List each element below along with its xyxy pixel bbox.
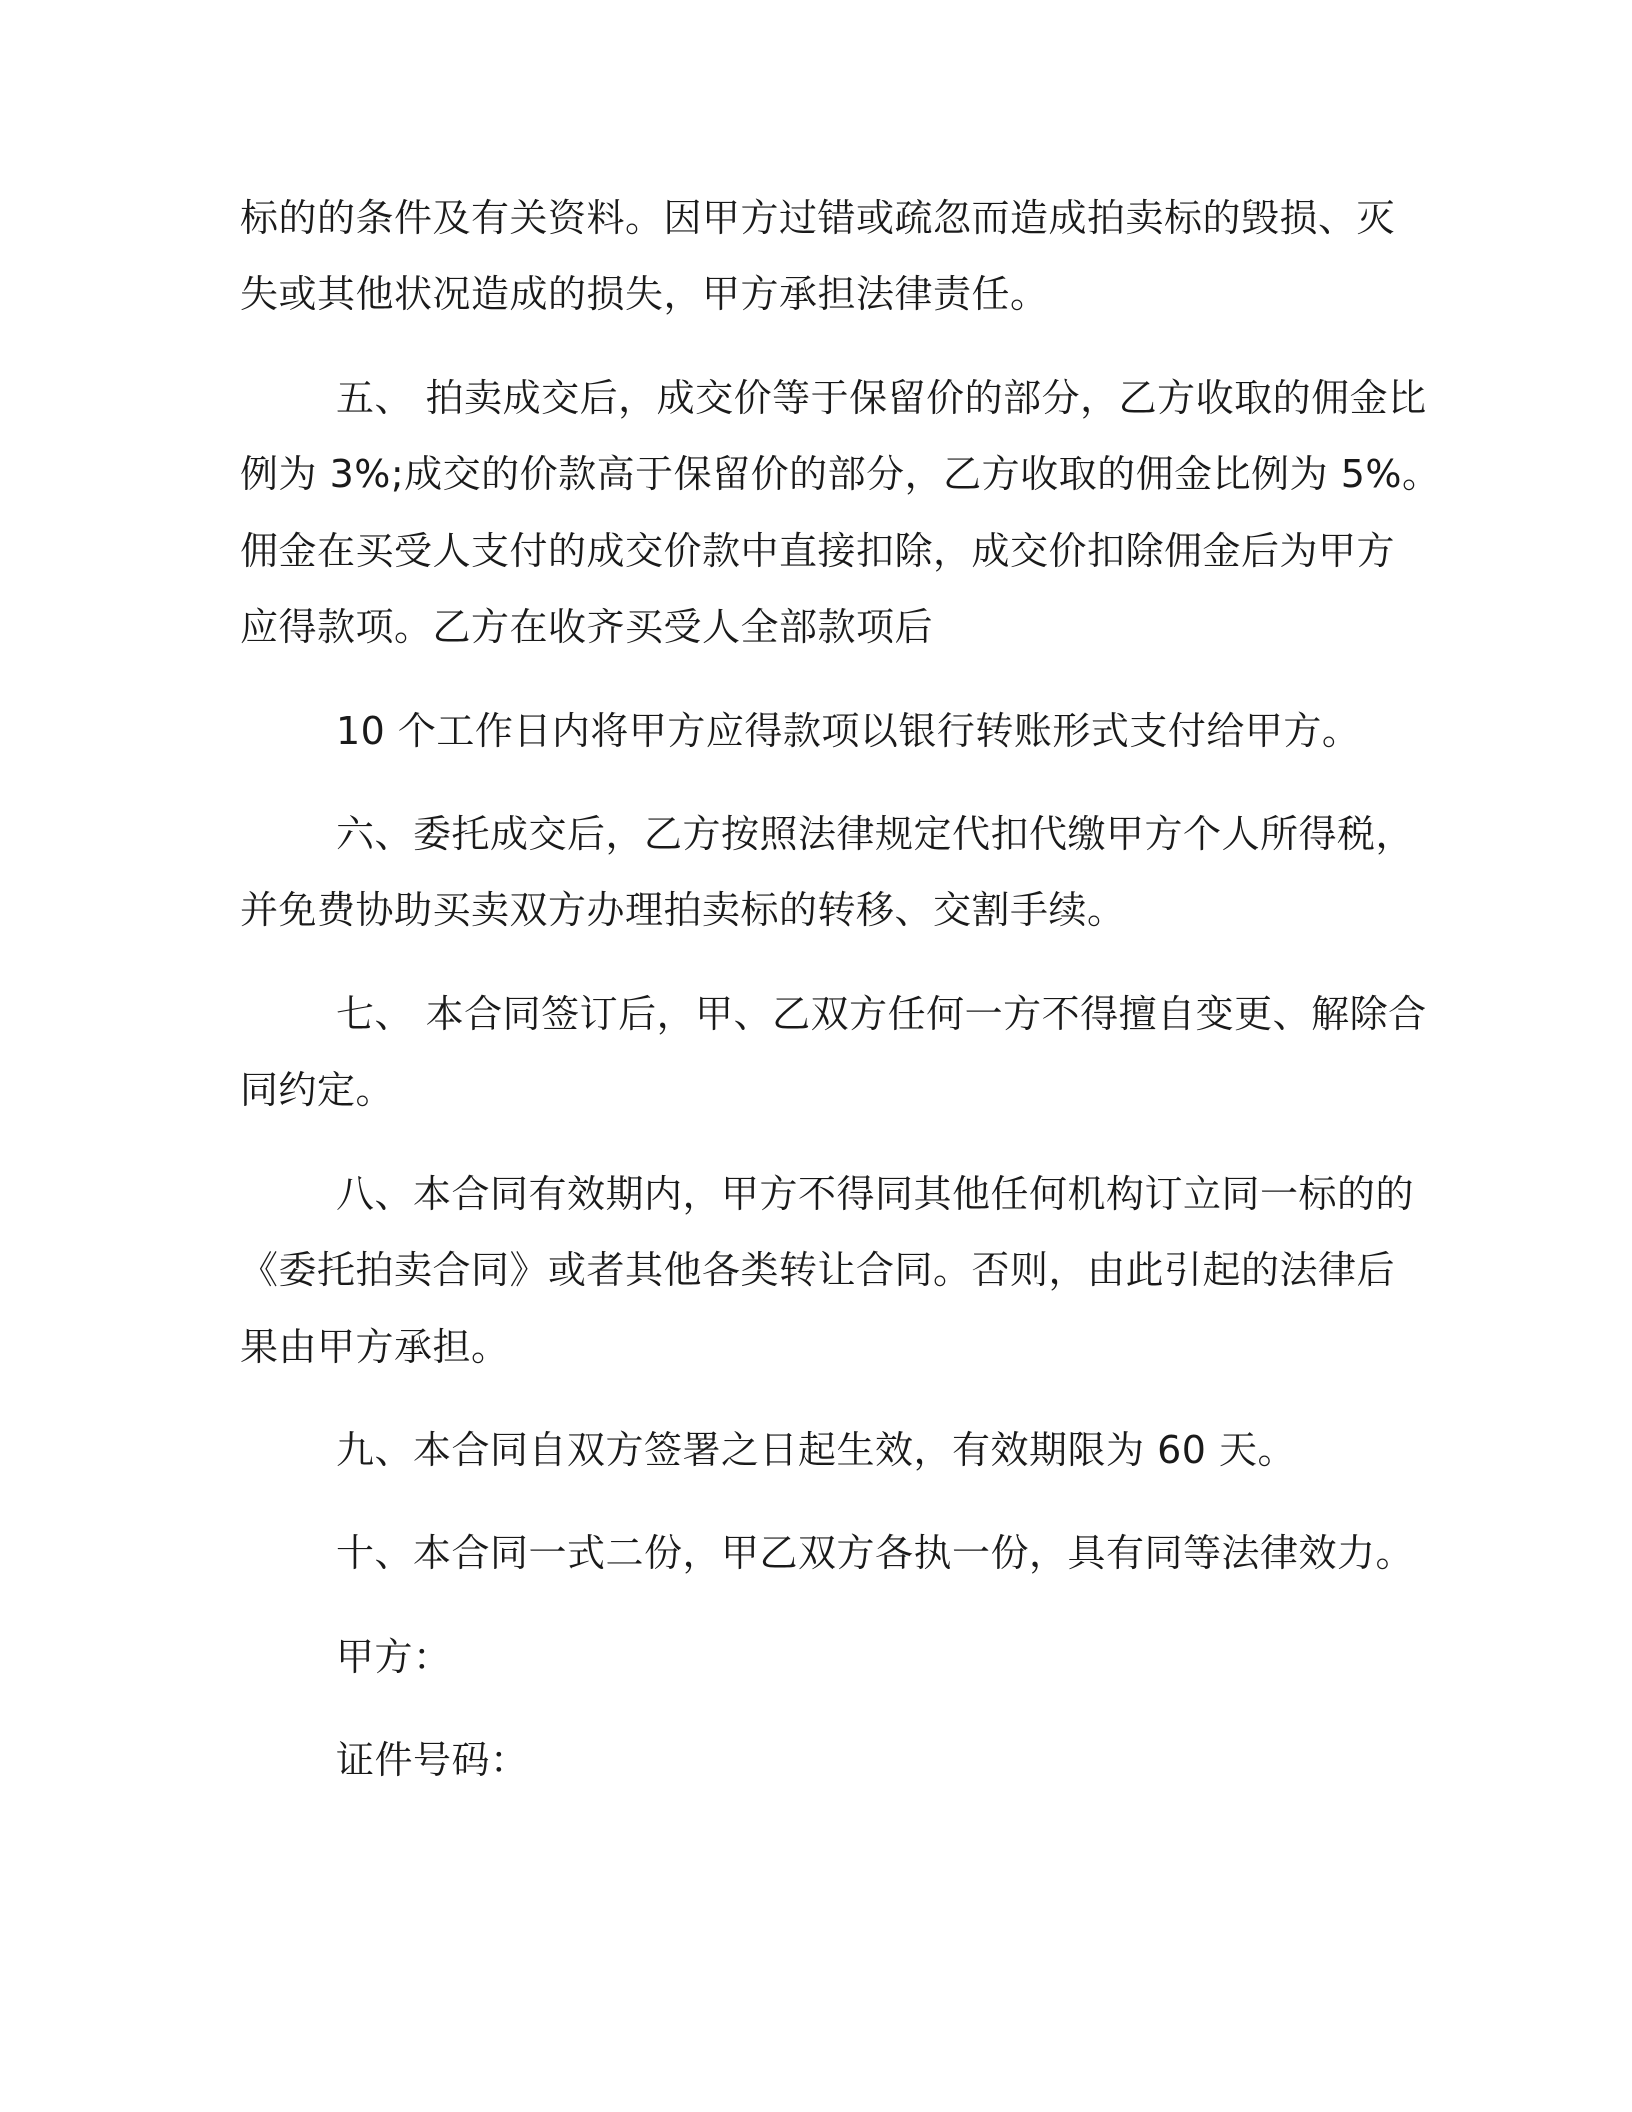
clause-8-line-1: 八、本合同有效期内，甲方不得同其他任何机构订立同一标的的	[336, 1172, 1415, 1216]
clause-10: 十、本合同一式二份，甲乙双方各执一份，具有同等法律效力。	[336, 1531, 1415, 1575]
clause-6-line-2: 并免费协助买卖双方办理拍卖标的转移、交割手续。	[240, 888, 1126, 932]
clause-5-line-3: 佣金在买受人支付的成交价款中直接扣除，成交价扣除佣金后为甲方	[240, 529, 1396, 573]
clause-5-line-2: 例为 3%;成交的价款高于保留价的部分，乙方收取的佣金比例为 5%。	[240, 452, 1441, 496]
clause-5-continuation: 10 个工作日内将甲方应得款项以银行转账形式支付给甲方。	[336, 709, 1361, 753]
id-number-label: 证件号码：	[336, 1738, 529, 1782]
clause-9: 九、本合同自双方签署之日起生效，有效期限为 60 天。	[336, 1428, 1297, 1472]
clause-7-line-2: 同约定。	[240, 1068, 395, 1112]
clause-8-line-2: 《委托拍卖合同》或者其他各类转让合同。否则，由此引起的法律后	[240, 1248, 1396, 1292]
clause-4-line-1: 标的的条件及有关资料。因甲方过错或疏忽而造成拍卖标的毁损、灭	[240, 196, 1396, 240]
clause-6-line-1: 六、委托成交后，乙方按照法律规定代扣代缴甲方个人所得税，	[336, 812, 1415, 856]
party-a-label: 甲方：	[336, 1635, 452, 1679]
clause-5-line-1: 五、 拍卖成交后，成交价等于保留价的部分，乙方收取的佣金比	[336, 376, 1427, 420]
clause-4-line-2: 失或其他状况造成的损失，甲方承担法律责任。	[240, 272, 1049, 316]
clause-5-line-4: 应得款项。乙方在收齐买受人全部款项后	[240, 605, 934, 649]
clause-7-line-1: 七、 本合同签订后，甲、乙双方任何一方不得擅自变更、解除合	[336, 992, 1427, 1036]
clause-8-line-3: 果由甲方承担。	[240, 1325, 510, 1369]
